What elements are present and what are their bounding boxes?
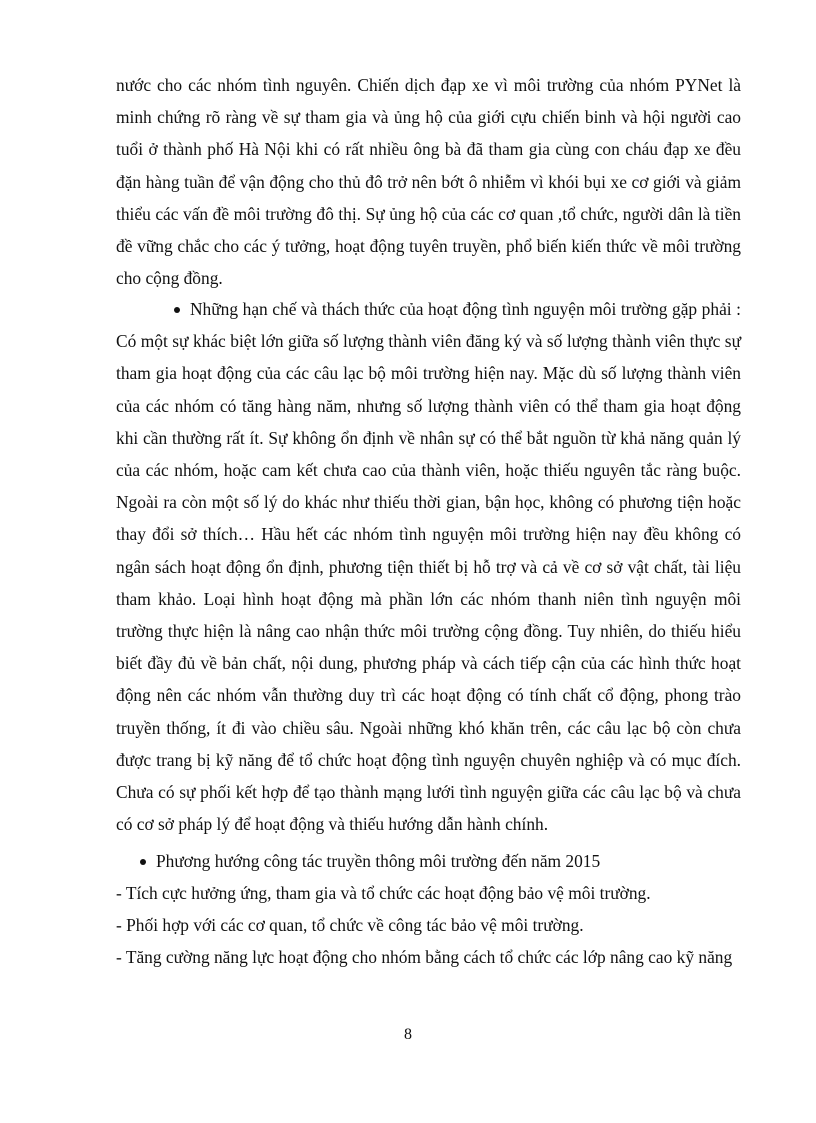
- heading-text: Phương hướng công tác truyền thông môi trường đến năm 2015: [156, 851, 601, 871]
- body-paragraph: [116, 69, 741, 294]
- paragraph-text: Những hạn chế và thách thức của hoạt động tình nguyện môi trường gặp phải : Có một sự khác biệt lớn giữa số lượng thành viên đăng ký và số lượng thành viên thực sự tham gia hoạt động của các câu lạc bộ môi trường hiện nay. Mặc dù số lượng thành viên của các nhóm có tăng hàng năm, nhưng số lượng thành viên có thể tham gia hoạt động khi cần thường rất ít. Sự không ổn định về nhân sự có thể bắt nguồn từ khả năng quản lý của các nhóm, hoặc cam kết chưa cao của thành viên, hoặc thiếu nguyên tắc ràng buộc. Ngoài ra còn một số lý do khác như thiếu thời gian, bận học, không có phương tiện hoặc thay đổi sở thích… Hầu hết các nhóm tình nguyện môi trường hiện nay đều không có ngân sách hoạt động ổn định, phương tiện thiết bị hỗ trợ và cả về cơ sở vật chất, tài liệu tham khảo. Loại hình hoạt động mà phần lớn các nhóm thanh niên tình nguyện môi trường thực hiện là nâng cao nhận thức môi trường cộng đồng. Tuy nhiên, do thiếu hiểu biết đầy đủ về bản chất, nội dung, phương pháp và cách tiếp cận của các hình thức hoạt động nên các nhóm vẫn thường duy trì các hoạt động có tính chất cổ động, phong trào truyền thống, ít đi vào chiều sâu. Ngoài những khó khăn trên, các câu lạc bộ còn chưa được trang bị kỹ năng để tổ chức hoạt động tình nguyện chuyên nghiệp và có mục đích. Chưa có sự phối kết hợp để tạo thành mạng lưới tình nguyện giữa các câu lạc bộ và chưa có cơ sở pháp lý để hoạt động và thiếu hướng dẫn hành chính.: [116, 299, 741, 835]
- list-item: [116, 941, 741, 973]
- bullet-icon: [140, 859, 146, 865]
- paragraph-text: nước cho các nhóm tình nguyên. Chiến dịch đạp xe vì môi trường của nhóm PYNet là minh chứng rõ ràng về sự tham gia và ủng hộ của giới cựu chiến binh và hội người cao tuổi ở thành phố Hà Nội khi có rất nhiều ông bà đã tham gia cùng con cháu đạp xe đều đặn hàng tuần để vận động cho thủ đô trở nên bớt ô nhiễm vì khói bụi xe cơ giới và giảm thiểu các vấn đề môi trường đô thị. Sự ủng hộ của các cơ quan ,tổ chức, người dân là tiền đề vững chắc cho các ý tưởng, hoạt động tuyên truyền, phổ biến kiến thức về môi trường cho cộng đồng.: [116, 75, 741, 289]
- list-item: [116, 909, 741, 941]
- list-item-text: - Tăng cường năng lực hoạt động cho nhóm bằng cách tổ chức các lớp nâng cao kỹ năng: [116, 947, 733, 967]
- list-item: [116, 877, 741, 909]
- bullet-icon: [174, 307, 180, 313]
- list-item-text: - Phối hợp với các cơ quan, tổ chức về công tác bảo vệ môi trường.: [116, 915, 584, 935]
- page-number: 8: [404, 1026, 412, 1043]
- list-item-text: - Tích cực hưởng ứng, tham gia và tổ chức các hoạt động bảo vệ môi trường.: [116, 883, 651, 903]
- bullet-paragraph-limitations: [116, 293, 741, 840]
- bullet-heading-direction: [140, 845, 600, 877]
